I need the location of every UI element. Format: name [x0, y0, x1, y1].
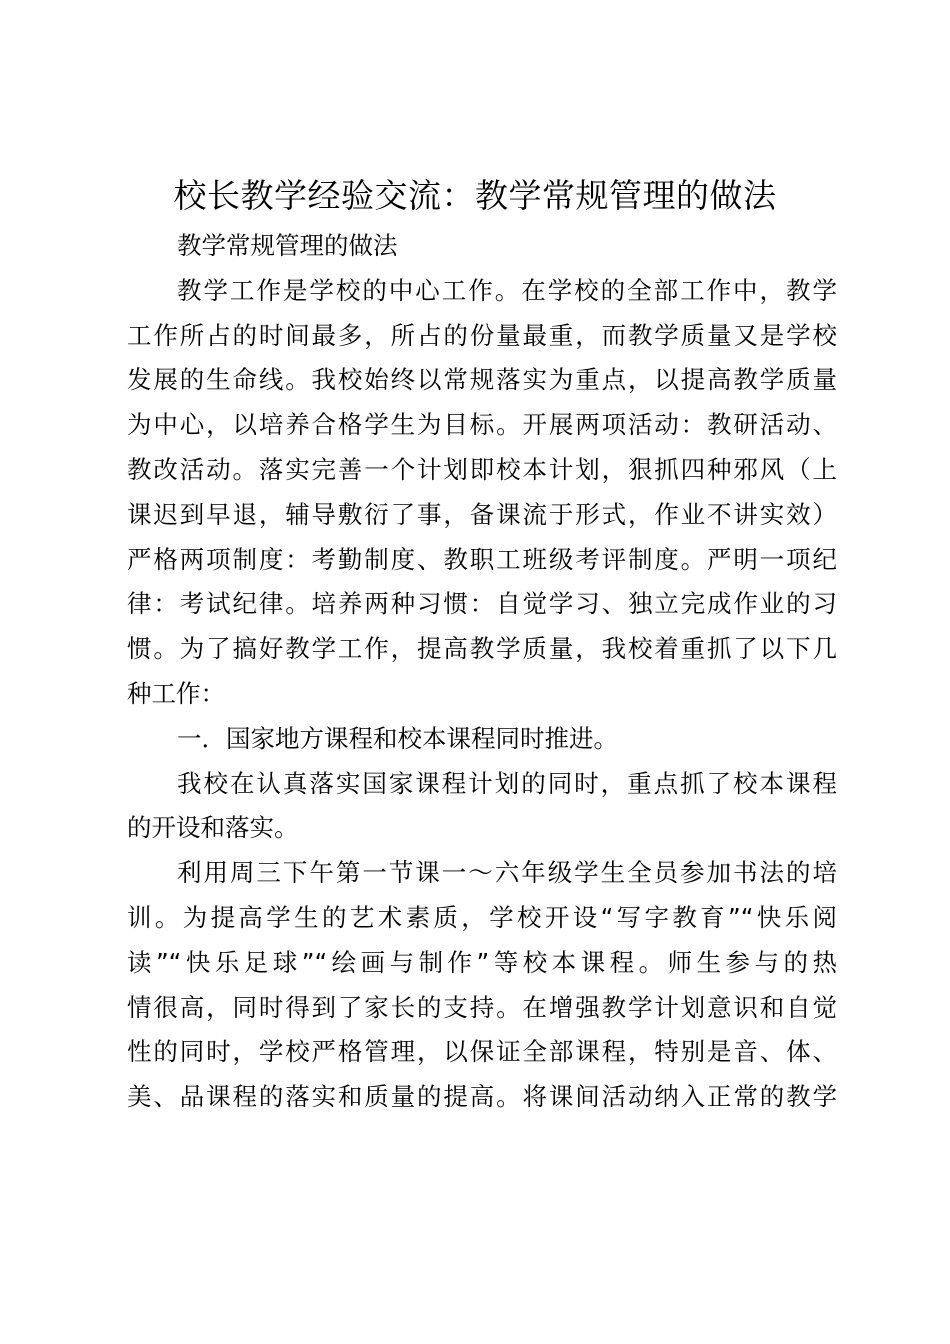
- document-title: 校长教学经验交流：教学常规管理的做法: [173, 176, 777, 215]
- text-line: 读”“快乐足球”“绘画与制作”等校本课程。师生参与的热: [127, 947, 837, 977]
- text-line: 发展的生命线。我校始终以常规落实为重点，以提高教学质量: [127, 365, 837, 395]
- text-line: 教学常规管理的做法: [177, 231, 398, 260]
- document-body: [127, 224, 837, 1120]
- text-line: 利用周三下午第一节课一～六年级学生全员参加书法的培: [177, 858, 837, 888]
- text-line: 训。为提高学生的艺术素质，学校开设“写字教育”“快乐阅: [127, 902, 837, 932]
- text-line: 性的同时，学校严格管理，以保证全部课程，特别是音、体、: [127, 1037, 837, 1067]
- text-line: 美、品课程的落实和质量的提高。将课间活动纳入正常的教学: [127, 1082, 837, 1112]
- text-line: 教学工作是学校的中心工作。在学校的全部工作中，教学: [177, 275, 837, 305]
- text-line: 情很高，同时得到了家长的支持。在增强教学计划意识和自觉: [127, 992, 837, 1022]
- text-line: 工作所占的时间最多，所占的份量最重，而教学质量又是学校: [127, 320, 837, 350]
- text-line: 我校在认真落实国家课程计划的同时，重点抓了校本课程: [177, 768, 837, 798]
- text-line: 种工作：: [127, 678, 225, 708]
- text-line: 为中心，以培养合格学生为目标。开展两项活动：教研活动、: [127, 410, 837, 440]
- text-line: 课迟到早退，辅导敷衍了事，备课流于形式，作业不讲实效）: [127, 499, 837, 529]
- text-line: 律：考试纪律。培养两种习惯：自觉学习、独立完成作业的习: [127, 589, 837, 619]
- text-line: 的开设和落实。: [127, 813, 299, 843]
- text-line: 严格两项制度：考勤制度、教职工班级考评制度。严明一项纪: [127, 544, 837, 574]
- text-line: 教改活动。落实完善一个计划即校本计划，狠抓四种邪风（上: [127, 454, 837, 484]
- text-line: 一．国家地方课程和校本课程同时推进。: [177, 723, 618, 753]
- text-line: 惯。为了搞好教学工作，提高教学质量，我校着重抓了以下几: [127, 634, 837, 664]
